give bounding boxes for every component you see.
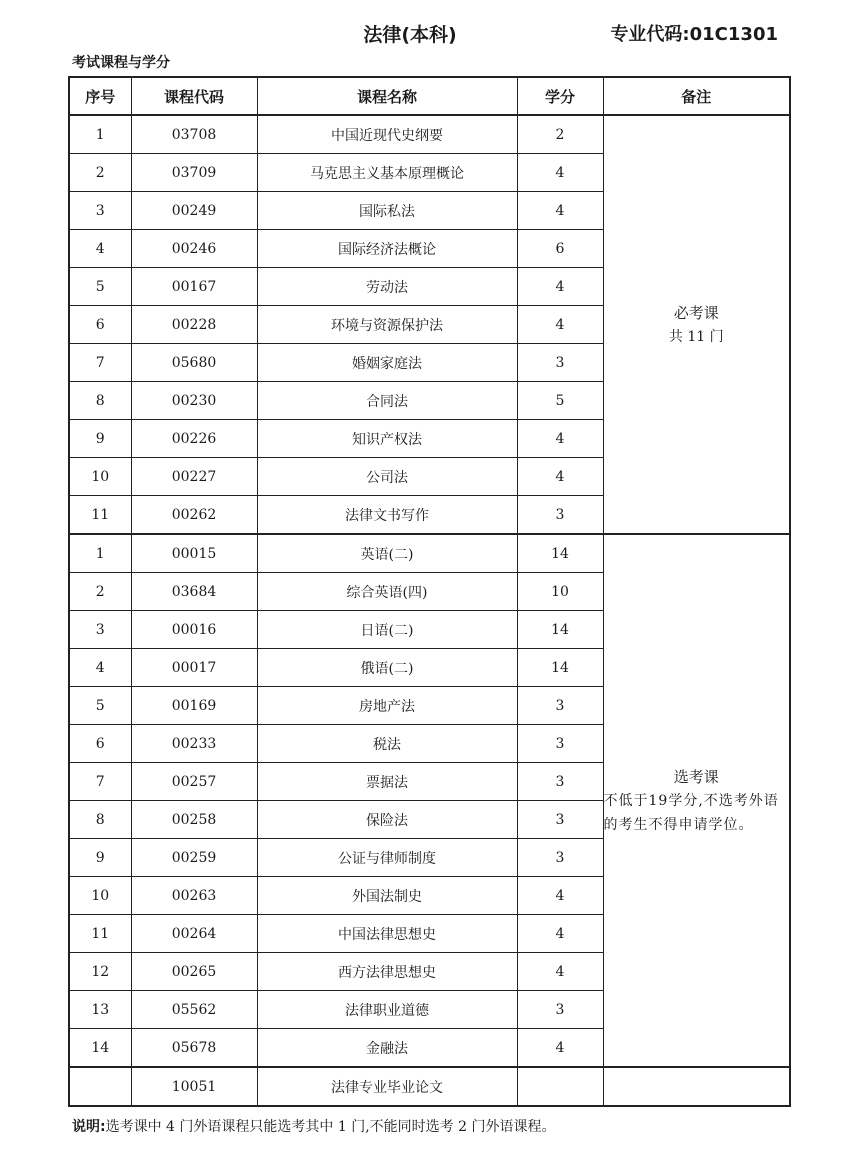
course-name: 国际经济法概论: [257, 230, 517, 268]
course-credit: 3: [517, 763, 603, 801]
course-name: 公证与律师制度: [257, 839, 517, 877]
course-credit: 10: [517, 573, 603, 611]
course-no: 7: [69, 344, 131, 382]
course-no: 11: [69, 496, 131, 535]
course-code: 00230: [131, 382, 257, 420]
course-name: 票据法: [257, 763, 517, 801]
course-table-body: [69, 115, 790, 1106]
remark-title: 必考课: [673, 303, 719, 322]
course-no: 1: [69, 115, 131, 154]
column-header-name: 课程名称: [257, 77, 517, 115]
major-code: 专业代码:01C1301: [610, 24, 778, 45]
course-name: 保险法: [257, 801, 517, 839]
course-code: 00265: [131, 953, 257, 991]
remark-body: 不低于19学分,不选考外语的考生不得申请学位。: [603, 792, 779, 833]
course-no: 1: [69, 534, 131, 573]
course-credit: 6: [517, 230, 603, 268]
course-credit: 2: [517, 115, 603, 154]
course-no: 6: [69, 725, 131, 763]
course-code: 03684: [131, 573, 257, 611]
column-header-remark: 备注: [603, 77, 790, 115]
course-code: 00233: [131, 725, 257, 763]
table-row: [69, 115, 790, 154]
course-credit: 4: [517, 154, 603, 192]
course-name: 西方法律思想史: [257, 953, 517, 991]
thesis-remark: [603, 1067, 790, 1106]
course-no: 11: [69, 915, 131, 953]
course-no: 4: [69, 230, 131, 268]
course-no: 5: [69, 268, 131, 306]
course-credit: 4: [517, 1029, 603, 1068]
course-name: 俄语(二): [257, 649, 517, 687]
course-name: 中国近现代史纲要: [257, 115, 517, 154]
course-credit: 3: [517, 725, 603, 763]
course-credit: 4: [517, 458, 603, 496]
course-credit: 14: [517, 611, 603, 649]
column-header-credit: 学分: [517, 77, 603, 115]
course-code: 00226: [131, 420, 257, 458]
course-code: 03709: [131, 154, 257, 192]
course-credit: 3: [517, 496, 603, 535]
course-code: 03708: [131, 115, 257, 154]
thesis-row: [69, 1067, 790, 1106]
course-no: 13: [69, 991, 131, 1029]
elective-remark: [603, 534, 790, 1067]
course-code: 00228: [131, 306, 257, 344]
course-name: 国际私法: [257, 192, 517, 230]
course-code: 00227: [131, 458, 257, 496]
course-credit: 5: [517, 382, 603, 420]
course-credit: 4: [517, 306, 603, 344]
course-no: 5: [69, 687, 131, 725]
course-no: 3: [69, 192, 131, 230]
course-code: 00017: [131, 649, 257, 687]
course-no: 3: [69, 611, 131, 649]
course-name: 金融法: [257, 1029, 517, 1068]
course-code: 10051: [131, 1067, 257, 1106]
course-code: 00249: [131, 192, 257, 230]
course-credit: 3: [517, 687, 603, 725]
course-name: 合同法: [257, 382, 517, 420]
course-credit: 3: [517, 991, 603, 1029]
course-code: 00263: [131, 877, 257, 915]
course-name: 法律文书写作: [257, 496, 517, 535]
course-credit: 3: [517, 839, 603, 877]
course-code: 00264: [131, 915, 257, 953]
course-credit: 14: [517, 649, 603, 687]
course-credit: 14: [517, 534, 603, 573]
course-credit: 3: [517, 801, 603, 839]
course-code: 00246: [131, 230, 257, 268]
remark-title: 选考课: [673, 767, 719, 786]
course-name: 法律专业毕业论文: [257, 1067, 517, 1106]
course-no: 9: [69, 839, 131, 877]
course-name: 综合英语(四): [257, 573, 517, 611]
course-code: 00262: [131, 496, 257, 535]
course-no: 8: [69, 382, 131, 420]
course-no: 6: [69, 306, 131, 344]
course-table: [68, 76, 791, 1107]
course-credit: 4: [517, 953, 603, 991]
required-remark: [603, 115, 790, 534]
course-no: 2: [69, 154, 131, 192]
footnote: [72, 1116, 555, 1136]
major-name: 法律(本科): [363, 24, 457, 46]
course-name: 公司法: [257, 458, 517, 496]
course-name: 环境与资源保护法: [257, 306, 517, 344]
course-no: 9: [69, 420, 131, 458]
course-no: 10: [69, 458, 131, 496]
course-name: 中国法律思想史: [257, 915, 517, 953]
table-header-row: [69, 77, 790, 115]
course-no: [69, 1067, 131, 1106]
course-name: 英语(二): [257, 534, 517, 573]
course-code: 00259: [131, 839, 257, 877]
table-row: [69, 534, 790, 573]
course-code: 05562: [131, 991, 257, 1029]
section-title: 考试课程与学分: [72, 55, 170, 71]
course-name: 婚姻家庭法: [257, 344, 517, 382]
course-no: 14: [69, 1029, 131, 1068]
remark-body: 共 11 门: [668, 328, 724, 345]
course-name: 劳动法: [257, 268, 517, 306]
course-no: 7: [69, 763, 131, 801]
course-credit: 4: [517, 420, 603, 458]
course-no: 2: [69, 573, 131, 611]
course-name: 外国法制史: [257, 877, 517, 915]
course-code: 00258: [131, 801, 257, 839]
course-credit: [517, 1067, 603, 1106]
course-no: 12: [69, 953, 131, 991]
course-credit: 4: [517, 192, 603, 230]
course-name: 房地产法: [257, 687, 517, 725]
course-code: 05680: [131, 344, 257, 382]
course-code: 00016: [131, 611, 257, 649]
course-credit: 4: [517, 915, 603, 953]
course-name: 知识产权法: [257, 420, 517, 458]
course-no: 8: [69, 801, 131, 839]
column-header-no: 序号: [69, 77, 131, 115]
column-header-code: 课程代码: [131, 77, 257, 115]
course-code: 00257: [131, 763, 257, 801]
course-credit: 4: [517, 877, 603, 915]
course-credit: 4: [517, 268, 603, 306]
course-code: 00167: [131, 268, 257, 306]
course-no: 4: [69, 649, 131, 687]
course-name: 马克思主义基本原理概论: [257, 154, 517, 192]
footnote-label: 说明:: [72, 1119, 106, 1135]
document-heading: [0, 14, 848, 54]
course-name: 日语(二): [257, 611, 517, 649]
course-credit: 3: [517, 344, 603, 382]
course-code: 00015: [131, 534, 257, 573]
course-code: 05678: [131, 1029, 257, 1068]
course-code: 00169: [131, 687, 257, 725]
course-name: 法律职业道德: [257, 991, 517, 1029]
course-name: 税法: [257, 725, 517, 763]
course-no: 10: [69, 877, 131, 915]
footnote-text: 选考课中 4 门外语课程只能选考其中 1 门,不能同时选考 2 门外语课程。: [105, 1119, 556, 1135]
